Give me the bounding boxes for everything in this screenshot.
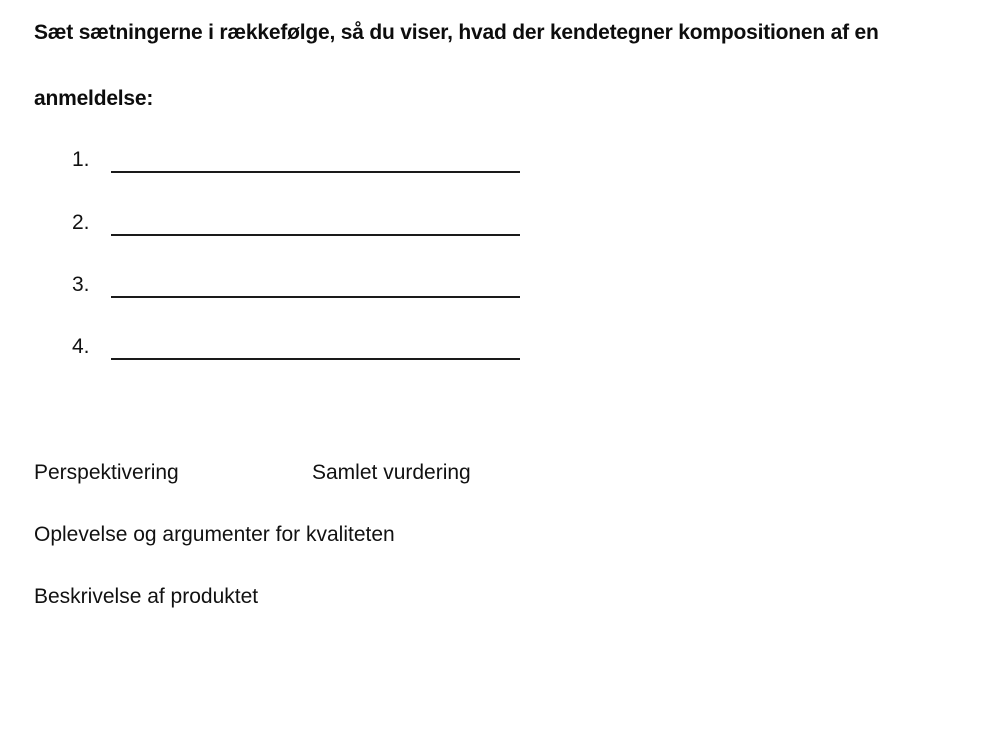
answer-drop-zone-2[interactable] <box>111 209 520 235</box>
answer-row-1 <box>72 148 532 178</box>
answer-drop-zone-4[interactable] <box>111 333 520 359</box>
option-perspektivering[interactable]: Perspektivering <box>34 461 179 484</box>
instruction-line-1: Sæt sætningerne i rækkefølge, så du viser, hvad der kendetegner kompositionen af en <box>34 21 879 44</box>
answer-row-2 <box>72 211 532 241</box>
option-beskrivelse-af-produktet[interactable]: Beskrivelse af produktet <box>34 585 259 608</box>
answer-row-3 <box>72 273 532 303</box>
answer-drop-zone-1[interactable] <box>111 146 520 172</box>
answer-number: 2. <box>72 211 90 234</box>
answer-number: 4. <box>72 335 90 358</box>
answer-drop-zone-3[interactable] <box>111 271 520 297</box>
answer-number: 1. <box>72 148 90 171</box>
option-oplevelse-og-argumenter[interactable]: Oplevelse og argumenter for kvaliteten <box>34 523 395 546</box>
answer-number: 3. <box>72 273 90 296</box>
option-samlet-vurdering[interactable]: Samlet vurdering <box>312 461 471 484</box>
instruction-line-2: anmeldelse: <box>34 87 154 110</box>
answer-row-4 <box>72 335 532 365</box>
